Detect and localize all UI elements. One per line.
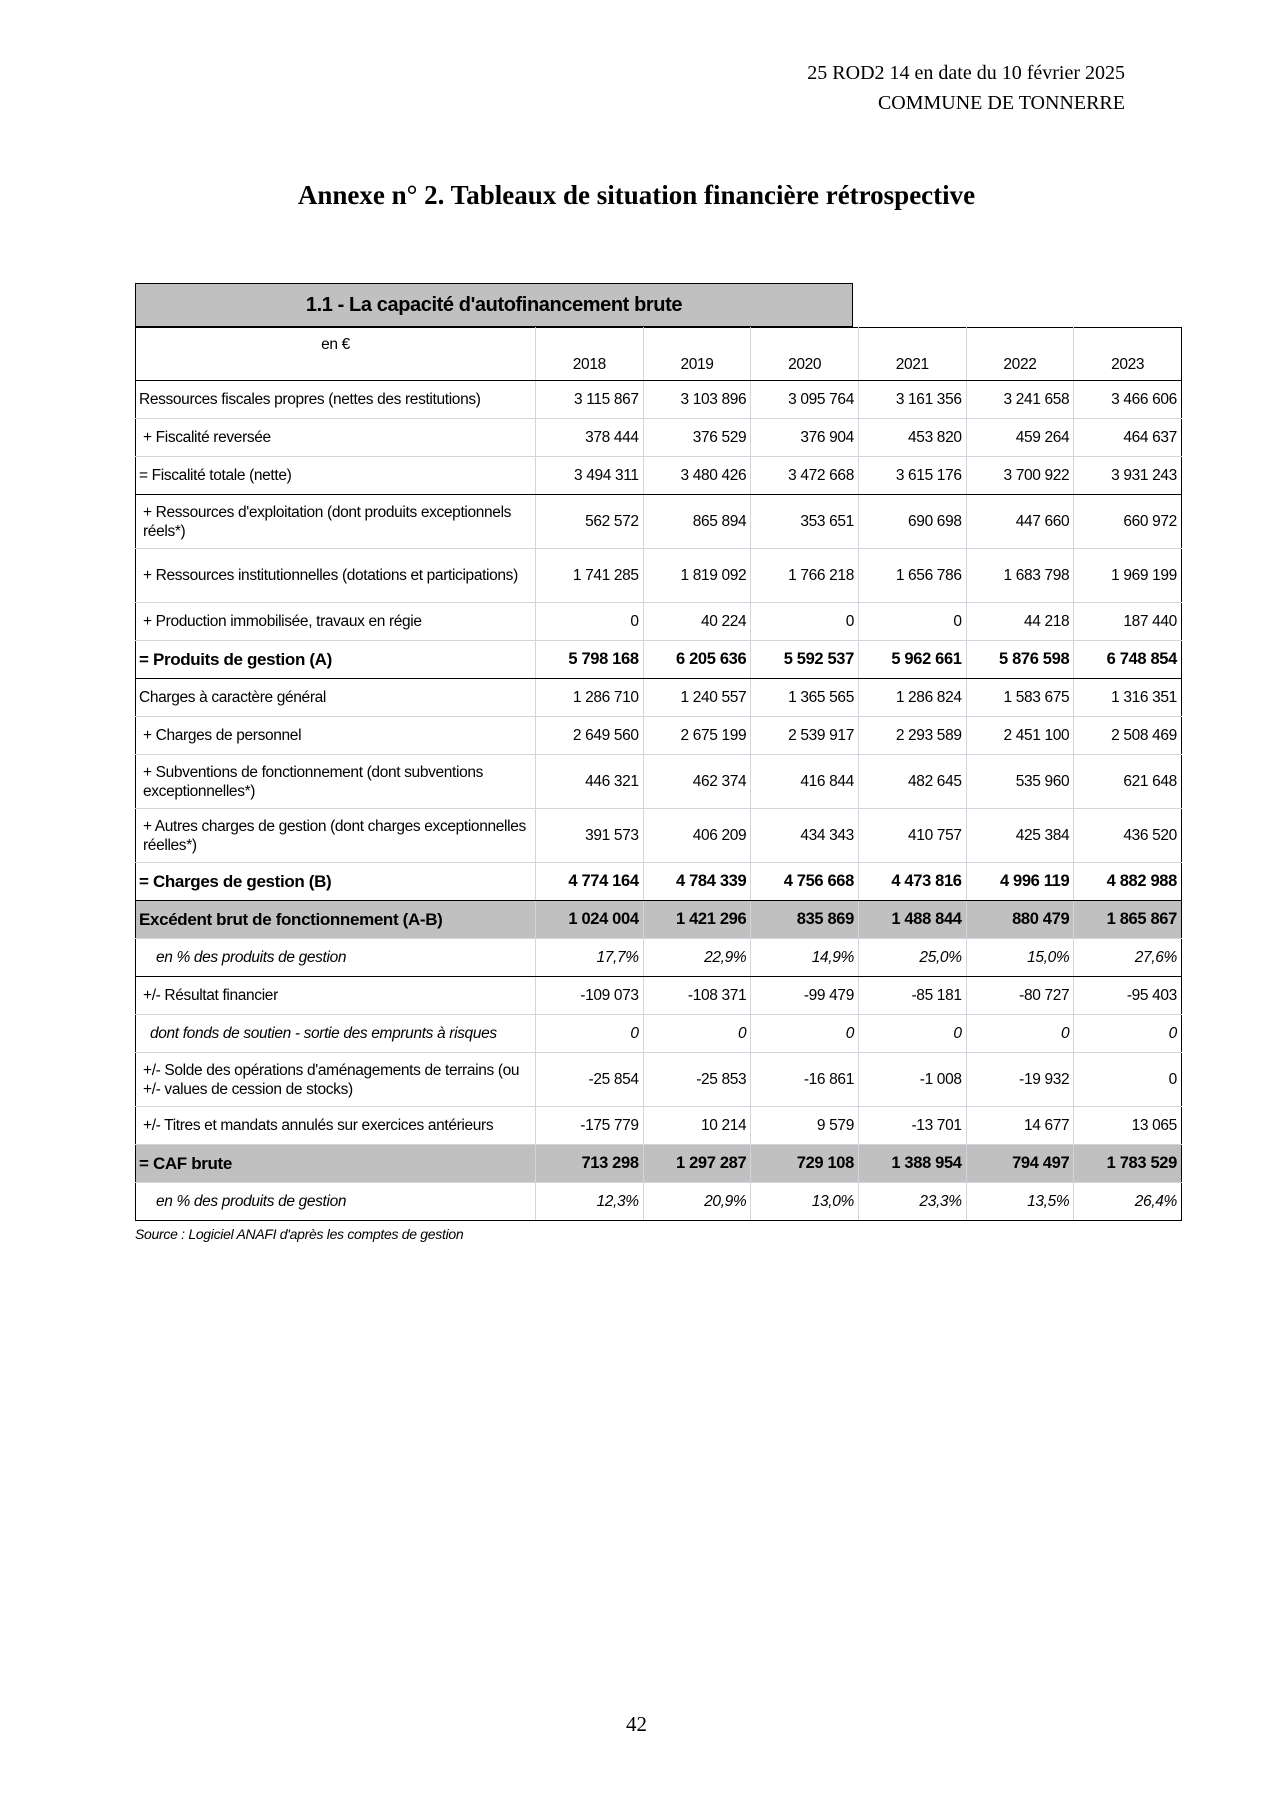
row-label: dont fonds de soutien - sortie des emprunts à risques [136, 1015, 536, 1053]
table-row [136, 809, 1182, 863]
row-value: 4 784 339 [643, 863, 751, 901]
table-title: 1.1 - La capacité d'autofinancement brute [135, 283, 853, 327]
table-row-percent [136, 939, 1182, 977]
row-value: 2 649 560 [536, 717, 644, 755]
table-row-percent [136, 1183, 1182, 1221]
row-label: +/- Résultat financier [136, 977, 536, 1015]
row-label: = CAF brute [136, 1145, 536, 1183]
row-value: -175 779 [536, 1107, 644, 1145]
row-label: + Ressources institutionnelles (dotations et participations) [136, 549, 536, 603]
row-label: = Charges de gestion (B) [136, 863, 536, 901]
table-row-total [136, 863, 1182, 901]
year-header: 2021 [858, 328, 966, 381]
row-value: 5 876 598 [966, 641, 1074, 679]
row-value: 464 637 [1074, 419, 1182, 457]
row-label: en % des produits de gestion [136, 939, 536, 977]
row-value: 880 479 [966, 901, 1074, 939]
row-value: 1 286 824 [858, 679, 966, 717]
row-value: 353 651 [751, 495, 859, 549]
row-value: -99 479 [751, 977, 859, 1015]
table-row-highlight [136, 901, 1182, 939]
table-row [136, 1107, 1182, 1145]
row-value: 1 766 218 [751, 549, 859, 603]
row-value: 1 240 557 [643, 679, 751, 717]
row-value: 17,7% [536, 939, 644, 977]
financial-table [135, 327, 1182, 1221]
row-value: 0 [751, 603, 859, 641]
row-value: -95 403 [1074, 977, 1182, 1015]
row-value: 4 473 816 [858, 863, 966, 901]
row-value: 2 508 469 [1074, 717, 1182, 755]
row-value: 1 024 004 [536, 901, 644, 939]
row-value: 865 894 [643, 495, 751, 549]
row-label: en % des produits de gestion [136, 1183, 536, 1221]
row-value: 1 656 786 [858, 549, 966, 603]
row-value: 406 209 [643, 809, 751, 863]
row-value: -108 371 [643, 977, 751, 1015]
annex-title: Annexe n° 2. Tableaux de situation financière rétrospective [297, 180, 976, 210]
row-value: 0 [643, 1015, 751, 1053]
row-value: 690 698 [858, 495, 966, 549]
row-value: 1 316 351 [1074, 679, 1182, 717]
row-value: 0 [536, 603, 644, 641]
row-label: +/- Solde des opérations d'aménagements de terrains (ou +/- values de cession de stocks) [136, 1053, 536, 1107]
row-value: 535 960 [966, 755, 1074, 809]
row-value: 1 583 675 [966, 679, 1074, 717]
table-source-note: Source : Logiciel ANAFI d'après les comptes de gestion [135, 1226, 464, 1242]
row-value: 26,4% [1074, 1183, 1182, 1221]
row-value: 13,0% [751, 1183, 859, 1221]
row-value: 20,9% [643, 1183, 751, 1221]
row-value: 1 365 565 [751, 679, 859, 717]
table-row [136, 549, 1182, 603]
row-value: 1 286 710 [536, 679, 644, 717]
row-value: 40 224 [643, 603, 751, 641]
row-value: 44 218 [966, 603, 1074, 641]
row-label: + Autres charges de gestion (dont charges exceptionnelles réelles*) [136, 809, 536, 863]
report-reference: 25 ROD2 14 en date du 10 février 2025 [807, 62, 1125, 84]
table-row-total [136, 641, 1182, 679]
row-value: 3 700 922 [966, 457, 1074, 495]
row-value: 3 480 426 [643, 457, 751, 495]
row-value: 2 675 199 [643, 717, 751, 755]
row-value: 376 529 [643, 419, 751, 457]
table-row [136, 381, 1182, 419]
row-value: 729 108 [751, 1145, 859, 1183]
row-value: 0 [966, 1015, 1074, 1053]
table-row [136, 1015, 1182, 1053]
row-value: 3 466 606 [1074, 381, 1182, 419]
row-value: 0 [751, 1015, 859, 1053]
row-value: 1 297 287 [643, 1145, 751, 1183]
row-value: 4 996 119 [966, 863, 1074, 901]
row-value: 453 820 [858, 419, 966, 457]
row-value: -109 073 [536, 977, 644, 1015]
table-row [136, 603, 1182, 641]
row-value: 23,3% [858, 1183, 966, 1221]
row-label: + Production immobilisée, travaux en régie [136, 603, 536, 641]
row-value: 15,0% [966, 939, 1074, 977]
row-value: 13 065 [1074, 1107, 1182, 1145]
row-value: 5 592 537 [751, 641, 859, 679]
row-value: 410 757 [858, 809, 966, 863]
row-label: + Ressources d'exploitation (dont produits exceptionnels réels*) [136, 495, 536, 549]
row-value: 3 615 176 [858, 457, 966, 495]
row-value: 3 095 764 [751, 381, 859, 419]
row-value: 3 115 867 [536, 381, 644, 419]
row-value: 3 161 356 [858, 381, 966, 419]
row-value: 2 539 917 [751, 717, 859, 755]
row-label: + Charges de personnel [136, 717, 536, 755]
row-value: 13,5% [966, 1183, 1074, 1221]
row-value: 2 451 100 [966, 717, 1074, 755]
page-number: 42 [626, 1712, 647, 1736]
year-header: 2023 [1074, 328, 1182, 381]
row-value: 4 756 668 [751, 863, 859, 901]
report-header [807, 58, 1125, 118]
row-value: 391 573 [536, 809, 644, 863]
row-value: 9 579 [751, 1107, 859, 1145]
row-value: 1 783 529 [1074, 1145, 1182, 1183]
row-value: 3 931 243 [1074, 457, 1182, 495]
row-value: 1 683 798 [966, 549, 1074, 603]
table-row [136, 977, 1182, 1015]
row-value: 1 421 296 [643, 901, 751, 939]
row-value: 14,9% [751, 939, 859, 977]
row-value: 446 321 [536, 755, 644, 809]
row-label: = Produits de gestion (A) [136, 641, 536, 679]
row-value: 376 904 [751, 419, 859, 457]
row-value: 4 882 988 [1074, 863, 1182, 901]
row-value: 459 264 [966, 419, 1074, 457]
row-value: 482 645 [858, 755, 966, 809]
row-value: 3 241 658 [966, 381, 1074, 419]
table-row [136, 679, 1182, 717]
year-header: 2020 [751, 328, 859, 381]
row-value: 447 660 [966, 495, 1074, 549]
row-value: 6 748 854 [1074, 641, 1182, 679]
row-value: -25 853 [643, 1053, 751, 1107]
row-value: 5 962 661 [858, 641, 966, 679]
row-value: -25 854 [536, 1053, 644, 1107]
row-value: 6 205 636 [643, 641, 751, 679]
row-value: 436 520 [1074, 809, 1182, 863]
row-value: 0 [536, 1015, 644, 1053]
row-value: 0 [858, 1015, 966, 1053]
row-label: Ressources fiscales propres (nettes des restitutions) [136, 381, 536, 419]
row-value: 27,6% [1074, 939, 1182, 977]
row-value: 22,9% [643, 939, 751, 977]
row-value: 660 972 [1074, 495, 1182, 549]
row-value: 12,3% [536, 1183, 644, 1221]
row-value: 10 214 [643, 1107, 751, 1145]
row-value: 0 [1074, 1015, 1182, 1053]
row-value: -80 727 [966, 977, 1074, 1015]
row-value: 3 472 668 [751, 457, 859, 495]
row-value: 2 293 589 [858, 717, 966, 755]
row-value: 3 103 896 [643, 381, 751, 419]
financial-table-section [135, 283, 1181, 1242]
row-value: 425 384 [966, 809, 1074, 863]
row-value: 1 969 199 [1074, 549, 1182, 603]
row-value: -85 181 [858, 977, 966, 1015]
row-value: 4 774 164 [536, 863, 644, 901]
row-value: -16 861 [751, 1053, 859, 1107]
table-row [136, 457, 1182, 495]
row-label: + Fiscalité reversée [136, 419, 536, 457]
year-header: 2018 [536, 328, 644, 381]
row-value: 0 [1074, 1053, 1182, 1107]
row-value: 416 844 [751, 755, 859, 809]
row-value: 5 798 168 [536, 641, 644, 679]
row-value: 794 497 [966, 1145, 1074, 1183]
row-label: Excédent brut de fonctionnement (A-B) [136, 901, 536, 939]
row-label: = Fiscalité totale (nette) [136, 457, 536, 495]
table-row [136, 755, 1182, 809]
row-value: 621 648 [1074, 755, 1182, 809]
row-value: -19 932 [966, 1053, 1074, 1107]
row-value: 378 444 [536, 419, 644, 457]
year-header: 2019 [643, 328, 751, 381]
row-value: 25,0% [858, 939, 966, 977]
row-value: 1 819 092 [643, 549, 751, 603]
row-value: 3 494 311 [536, 457, 644, 495]
row-label: + Subventions de fonctionnement (dont subventions exceptionnelles*) [136, 755, 536, 809]
row-value: 1 741 285 [536, 549, 644, 603]
row-value: 1 388 954 [858, 1145, 966, 1183]
row-value: 1 865 867 [1074, 901, 1182, 939]
table-header-row [136, 328, 1182, 381]
row-value: 562 572 [536, 495, 644, 549]
table-row [136, 419, 1182, 457]
row-value: 187 440 [1074, 603, 1182, 641]
row-value: -13 701 [858, 1107, 966, 1145]
table-row-highlight [136, 1145, 1182, 1183]
table-row [136, 495, 1182, 549]
row-value: 14 677 [966, 1107, 1074, 1145]
organization-name: COMMUNE DE TONNERRE [877, 92, 1125, 114]
table-row [136, 717, 1182, 755]
unit-label: en € [136, 328, 536, 381]
row-value: 462 374 [643, 755, 751, 809]
row-value: 434 343 [751, 809, 859, 863]
row-label: +/- Titres et mandats annulés sur exercices antérieurs [136, 1107, 536, 1145]
row-label: Charges à caractère général [136, 679, 536, 717]
row-value: 0 [858, 603, 966, 641]
row-value: -1 008 [858, 1053, 966, 1107]
row-value: 1 488 844 [858, 901, 966, 939]
row-value: 835 869 [751, 901, 859, 939]
row-value: 713 298 [536, 1145, 644, 1183]
year-header: 2022 [966, 328, 1074, 381]
table-row [136, 1053, 1182, 1107]
